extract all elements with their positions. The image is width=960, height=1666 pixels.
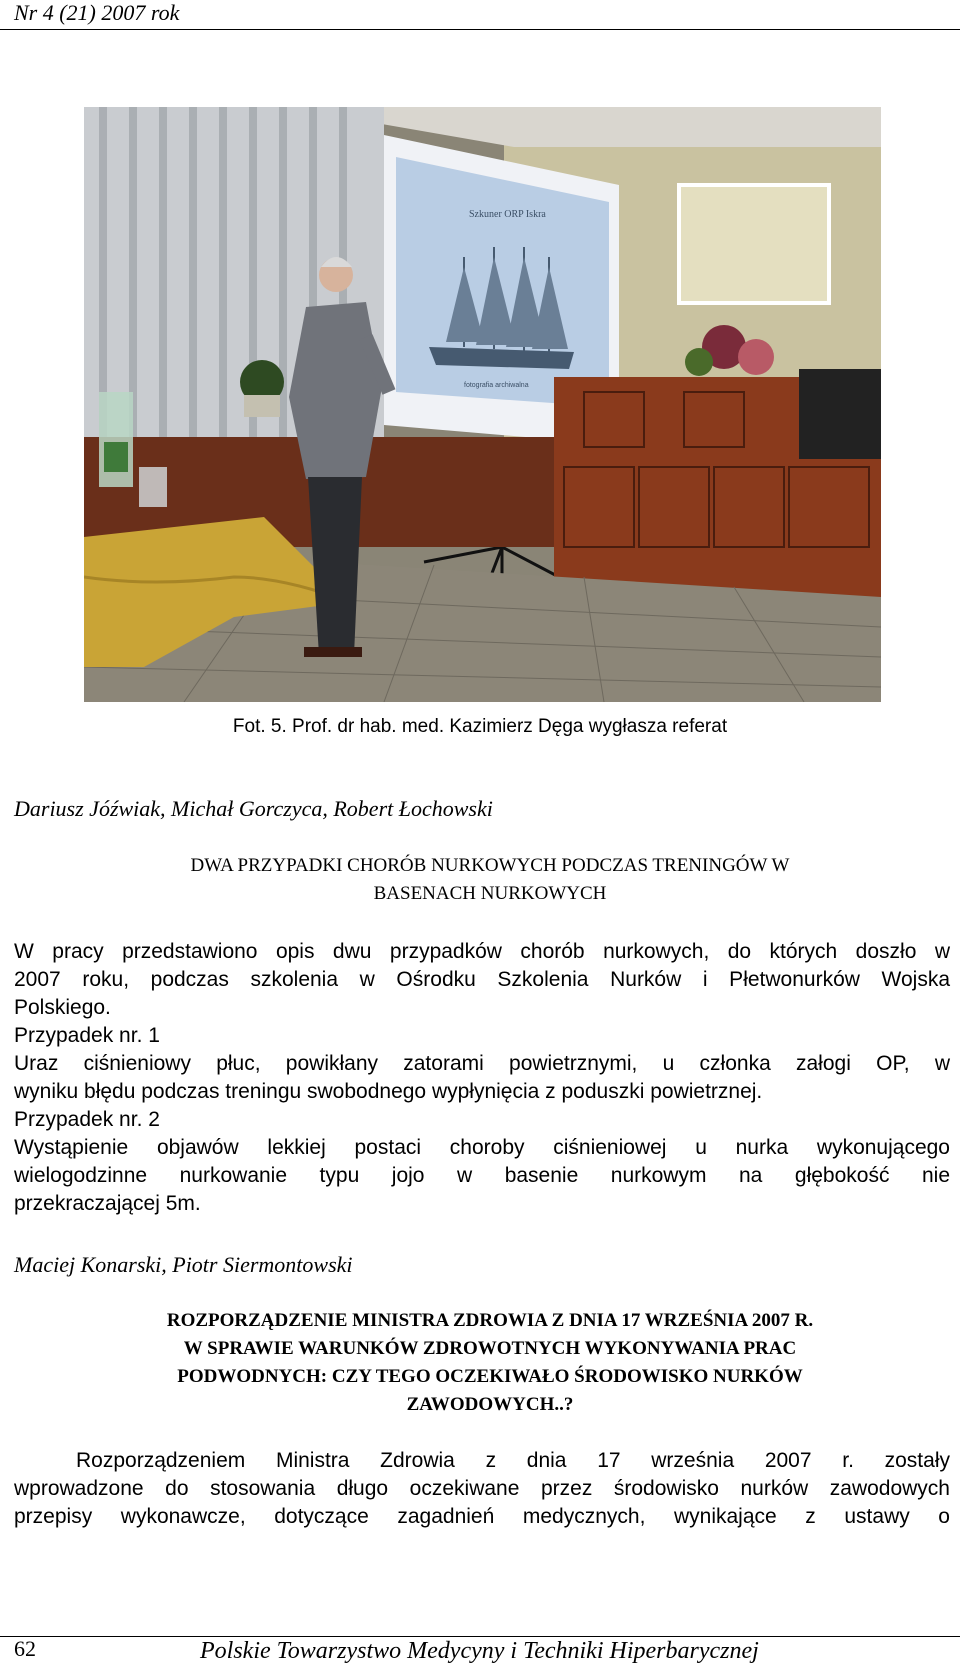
abstract-line: Polskiego. [14,996,111,1019]
case2-heading: Przypadek nr. 2 [14,1108,160,1131]
article2-authors: Maciej Konarski, Piotr Siermontowski [14,1252,353,1277]
footer-rule [0,1636,960,1637]
issue-header: Nr 4 (21) 2007 rok [14,0,180,25]
body-line: przepisy wykonawcze, dotyczące zagadnień medycznych, wynikające z ustawy o [14,1505,950,1528]
case1-heading: Przypadek nr. 1 [14,1024,160,1047]
case2-line: przekraczającej 5m. [14,1192,201,1215]
slide-subtitle: fotografia archiwalna [464,382,529,389]
article1-title-line: BASENACH NURKOWYCH [373,883,607,904]
article1-abstract [14,938,950,1218]
article1-title [60,852,920,908]
abstract-line: 2007 roku, podczas szkolenia w Ośrodku Szkolenia Nurków i Płetwonurków Wojska [14,968,950,991]
article2-title-line: ROZPORZĄDZENIE MINISTRA ZDROWIA Z DNIA 17 WRZEŚNIA 2007 R. [166,1310,814,1331]
article2-title-line: PODWODNYCH: CZY TEGO OCZEKIWAŁO ŚRODOWISKO NURKÓW [177,1366,803,1387]
article2-title-line: W SPRAWIE WARUNKÓW ZDROWOTNYCH WYKONYWANIA PRAC [183,1338,797,1359]
slide-title: Szkuner ORP Iskra [469,209,546,220]
article1-title-line: DWA PRZYPADKI CHORÓB NURKOWYCH PODCZAS TRENINGÓW W [190,855,790,876]
article2-title-line: ZAWODOWYCH..? [406,1394,574,1415]
photo-illustration [84,107,881,702]
footer-society: Polskie Towarzystwo Medycyny i Techniki Hiperbarycznej [200,1638,759,1664]
body-line: Rozporządzeniem Ministra Zdrowia z dnia 17 września 2007 r. zostały [76,1449,950,1472]
case2-line: Wystąpienie objawów lekkiej postaci choroby ciśnieniowej u nurka wykonującego [14,1136,950,1159]
article1-authors: Dariusz Jóźwiak, Michał Gorczyca, Robert Łochowski [14,796,493,821]
conference-photo [84,107,881,702]
page-number: 62 [14,1636,36,1661]
body-line: wprowadzone do stosowania długo oczekiwane przez środowisko nurków zawodowych [14,1477,950,1500]
photo-caption: Fot. 5. Prof. dr hab. med. Kazimierz Dęga wygłasza referat [232,716,728,737]
case2-line: wielogodzinne nurkowanie typu jojo w basenie nurkowym na głębokość nie [14,1164,950,1187]
article2-title [60,1307,920,1419]
article2-body [14,1447,950,1531]
case1-line: wyniku błędu podczas treningu swobodnego wypłynięcia z poduszki powietrznej. [14,1080,763,1103]
abstract-line: W pracy przedstawiono opis dwu przypadków chorób nurkowych, do których doszło w [14,940,950,963]
case1-line: Uraz ciśnieniowy płuc, powikłany zatorami powietrznymi, u członka załogi OP, w [14,1052,950,1075]
